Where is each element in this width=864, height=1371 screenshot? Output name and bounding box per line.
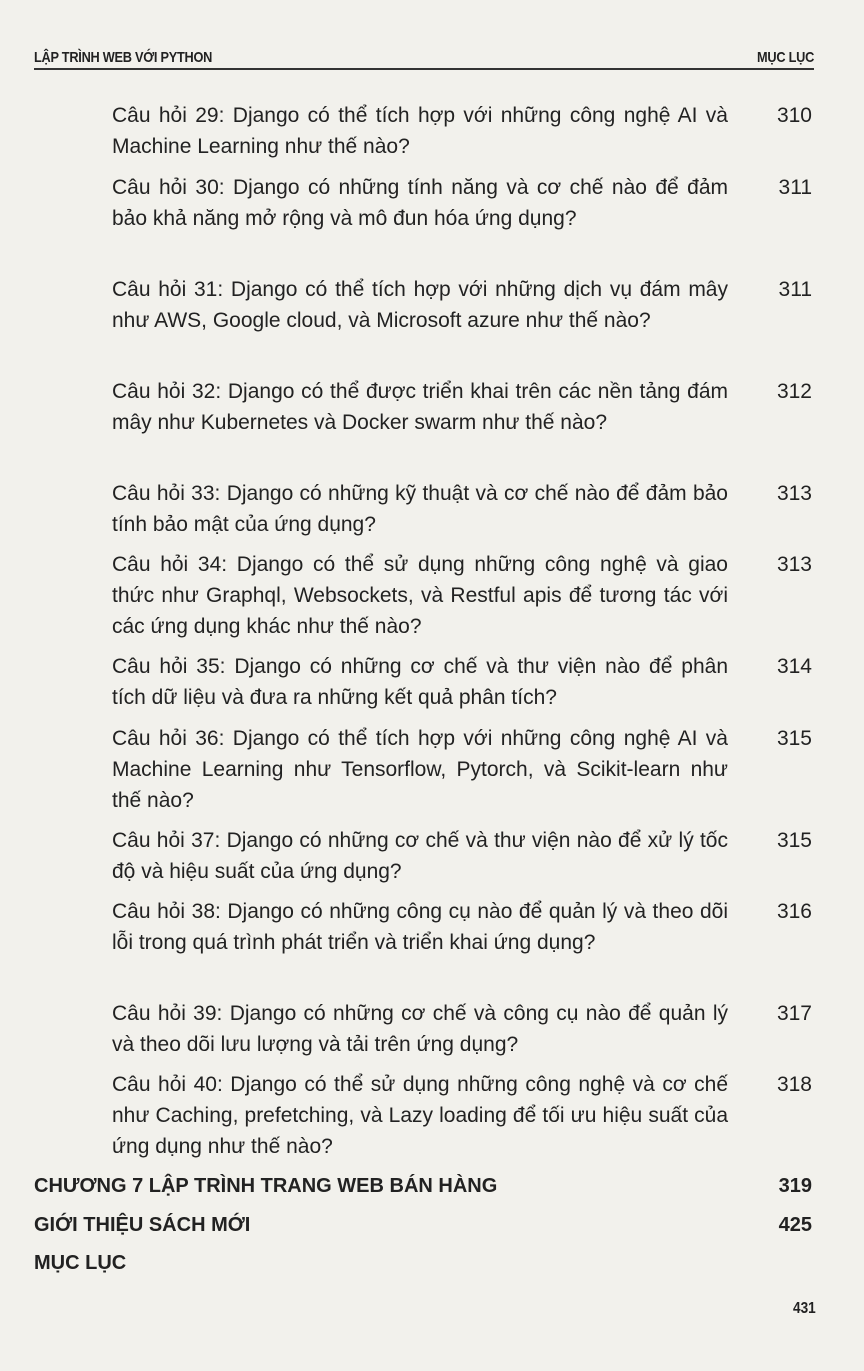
toc-entry-page: 313 xyxy=(776,482,812,505)
section-title: MỤC LỤC xyxy=(756,49,814,66)
toc-entry-page: 318 xyxy=(776,1073,812,1096)
running-header xyxy=(34,40,814,70)
toc-entry-text: Câu hỏi 31: Django có thể tích hợp với những dịch vụ đám mây như AWS, Google cloud, và Microsoft azure như thế nào? xyxy=(112,278,728,332)
toc-entry-text: Câu hỏi 38: Django có những công cụ nào để quản lý và theo dõi lỗi trong quá trình phát triển và triển khai ứng dụng? xyxy=(112,900,728,954)
book-title: LẬP TRÌNH WEB VỚI PYTHON xyxy=(34,49,213,66)
toc-entry-page: 315 xyxy=(776,727,812,750)
toc-entry-text: Câu hỏi 30: Django có những tính năng và cơ chế nào để đảm bảo khả năng mở rộng và mô đun hóa ứng dụng? xyxy=(112,176,728,230)
toc-entry-page: 316 xyxy=(776,900,812,923)
toc-chapter-text: CHƯƠNG 7 LẬP TRÌNH TRANG WEB BÁN HÀNG xyxy=(34,1175,498,1197)
toc-chapter-page: 319 xyxy=(778,1175,812,1197)
toc-chapter-text: MỤC LỤC xyxy=(34,1252,127,1274)
toc-entry-page: 315 xyxy=(776,829,812,852)
toc-entry-text: Câu hỏi 32: Django có thể được triển khai trên các nền tảng đám mây như Kubernetes và Docker swarm như thế nào? xyxy=(112,380,728,434)
toc-entry-page: 311 xyxy=(778,176,812,199)
toc-entry-text: Câu hỏi 33: Django có những kỹ thuật và cơ chế nào để đảm bảo tính bảo mật của ứng dụng? xyxy=(112,482,728,536)
toc-entry-page: 314 xyxy=(776,655,812,678)
toc-entry-page: 312 xyxy=(776,380,812,403)
toc-entry-text: Câu hỏi 34: Django có thể sử dụng những công nghệ và giao thức như Graphql, Websockets, và Restful apis để tương tác với các ứng dụng khác như thế nào? xyxy=(112,553,728,638)
toc-entry-page: 313 xyxy=(776,553,812,576)
toc-entry-text: Câu hỏi 36: Django có thể tích hợp với những công nghệ AI và Machine Learning như Tensorflow, Pytorch, và Scikit-learn như thế nào? xyxy=(112,727,728,812)
toc-chapter-page: 425 xyxy=(778,1214,812,1236)
toc-entry-page: 311 xyxy=(778,278,812,301)
toc-entry-text: Câu hỏi 29: Django có thể tích hợp với những công nghệ AI và Machine Learning như thế nào? xyxy=(112,104,728,158)
toc-chapter-text: GIỚI THIỆU SÁCH MỚI xyxy=(34,1214,251,1236)
toc-entry-text: Câu hỏi 35: Django có những cơ chế và thư viện nào để phân tích dữ liệu và đưa ra những kết quả phân tích? xyxy=(112,655,728,709)
page-number: 431 xyxy=(793,1300,816,1317)
toc-entry-page: 317 xyxy=(776,1002,812,1025)
toc-entry-text: Câu hỏi 37: Django có những cơ chế và thư viện nào để xử lý tốc độ và hiệu suất của ứng dụng? xyxy=(112,829,728,883)
toc-entry-page: 310 xyxy=(776,104,812,127)
toc-entry-text: Câu hỏi 39: Django có những cơ chế và công cụ nào để quản lý và theo dõi lưu lượng và tải trên ứng dụng? xyxy=(112,1002,728,1056)
toc-entry-text: Câu hỏi 40: Django có thể sử dụng những công nghệ và cơ chế như Caching, prefetching, và Lazy loading để tối ưu hiệu suất của ứng dụng như thế nào? xyxy=(112,1073,728,1158)
